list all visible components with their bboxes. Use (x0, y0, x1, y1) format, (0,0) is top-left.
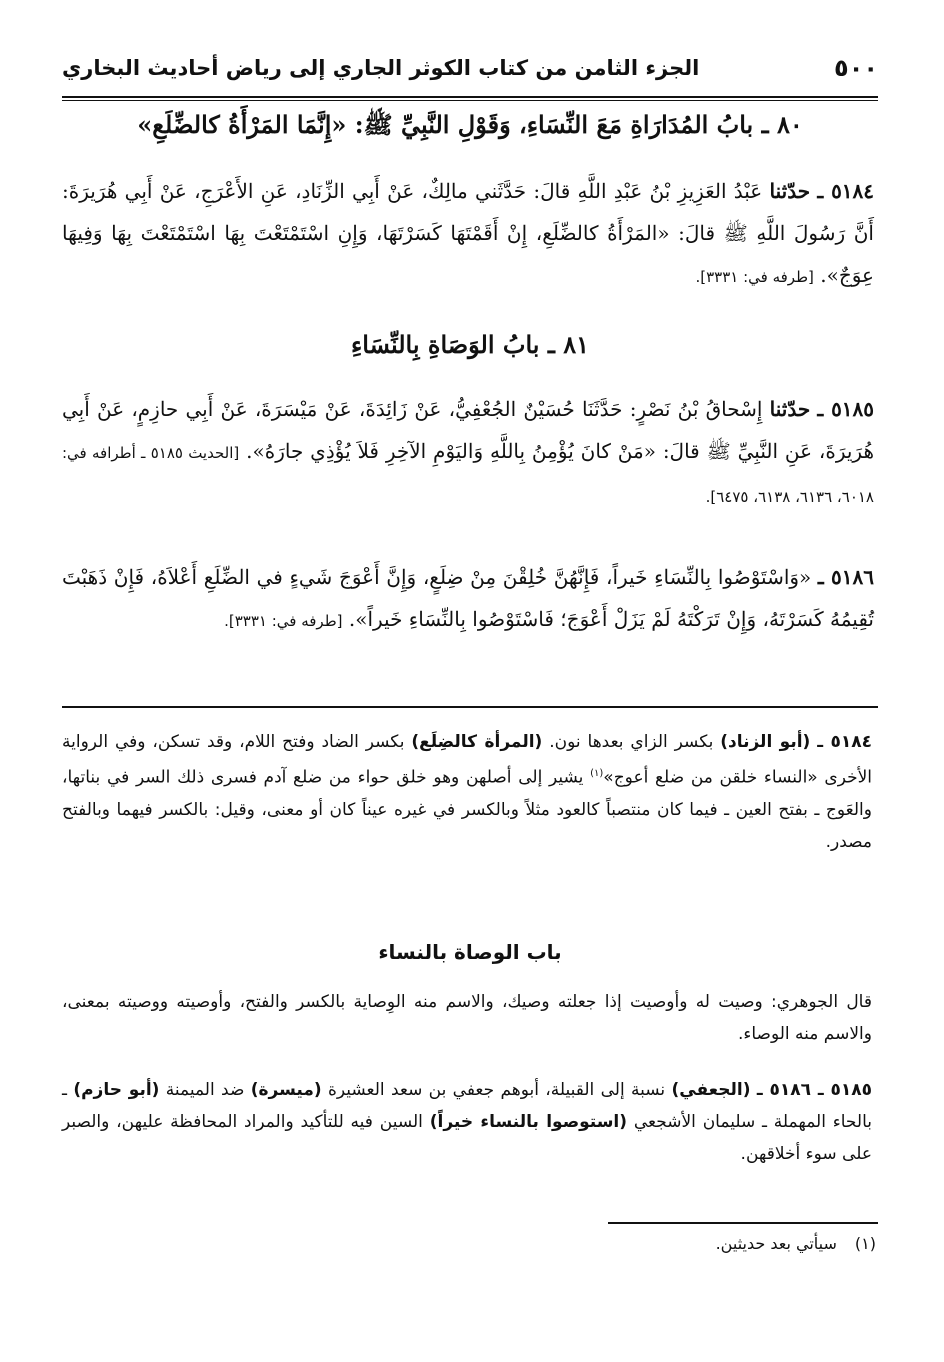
commentary-text: نسبة إلى القبيلة، أبوهم جعفي بن سعد العشيرة (327, 1080, 666, 1100)
commentary-text: بكسر الزاي بعدها نون. (549, 732, 714, 752)
hadith-intro: حدّثنا (769, 397, 811, 421)
hadith-5186 (62, 556, 874, 642)
header-divider (62, 96, 878, 101)
commentary-term: (الجعفي) (671, 1080, 751, 1100)
hadith-5185 (62, 388, 874, 518)
commentary-term: (استوصوا بالنساء خيراً) (429, 1112, 628, 1132)
commentary-5184 (62, 726, 872, 858)
hadith-5184 (62, 170, 874, 298)
section-heading: باب الوصاة بالنساء (378, 940, 562, 964)
chapter-80-heading: ٨٠ ـ بابُ المُدَارَاةِ مَعَ النِّسَاءِ، وَقَوْلِ النَّبِيِّ ﷺ: «إِنَّمَا المَرْأَةُ كالضِّلَعِ» (137, 110, 803, 139)
footnote-number: (١) (854, 1234, 876, 1253)
running-title: الجزء الثامن من كتاب الكوثر الجاري إلى رياض أحاديث البخاري (62, 56, 700, 80)
commentary-term: (ميسرة) (250, 1080, 322, 1100)
hadith-text: إِسْحاقُ بْنُ نَصْرٍ: حَدَّثَنَا حُسَيْنٌ الجُعْفِيُّ، عَنْ زَائِدَةَ، عَنْ مَيْسَرَةَ، عَنْ أَبِي حازِمٍ، عَنْ أَبِي هُرَيرَةَ، عَنِ النَّبِيِّ ﷺ قالَ: «مَنْ كانَ يُؤْمِنُ بِاللَّهِ وَاليَوْمِ الآخِرِ فَلاَ يُؤْذِي جارَهُ». (62, 397, 875, 463)
commentary-term: (أبو الزناد) (720, 732, 811, 752)
page-header (62, 46, 878, 90)
commentary-text: يشير إلى أصلهن وهو خلق حواء من ضلع آدم فسرى ذلك السر في بناتها، والعَوج ـ بفتح العين ـ فيما كان منتصباً كالعود مثلاً وبالكسر في غيره عيناً كان أو معنى، وقيل: بالكسر فيهما وبالفتح مصدر. (62, 767, 872, 852)
commentary-term: (المرأة كالضِلَع) (411, 732, 543, 752)
footnote-divider (608, 1222, 878, 1224)
commentary-number: ٥١٨٥ ـ ٥١٨٦ ـ (756, 1080, 873, 1100)
commentary-text: قال الجوهري: وصيت له وأوصيت إذا جعلته وصيك، والاسم منه الوِصاية بالكسر والفتح، وأوصيته ووصيته بمعنى، والاسم منه الوصاء. (62, 992, 872, 1044)
footnote-marker[interactable]: (١) (590, 768, 604, 779)
page-number: ٥٠٠ (834, 54, 878, 82)
chapter-81-heading: ٨١ ـ بابُ الوَصَاةِ بِالنِّسَاءِ (350, 330, 590, 359)
hadith-reference: [طرفه في: ٣٣٣١]. (224, 612, 343, 630)
hadith-intro: حدّثنا (769, 179, 811, 203)
hadith-number: ٥١٨٥ ـ (817, 397, 875, 421)
hadith-text: عَبْدُ العَزِيزِ بْنُ عَبْدِ اللَّهِ قالَ: حَدَّثَني مالِكٌ، عَنْ أَبِي الزِّنَادِ، عَنِ الأَعْرَجِ، عَنْ أَبِي هُرَيرَةَ: أَنَّ رَسُولَ اللَّهِ ﷺ قالَ: «المَرْأَةُ كالضِّلَعِ، إِنْ أَقَمْتَهَا كَسَرْتَهَا، وَإِنِ اسْتَمْتَعْتَ بِهَا اسْتَمْتَعْتَ بِهَا وَفِيهَا عِوَجٌ». (62, 179, 874, 287)
commentary-text: ضد الميمنة (165, 1080, 245, 1100)
commentary-5185-5186 (62, 1074, 872, 1170)
commentary-number: ٥١٨٤ ـ (817, 732, 872, 752)
footnote-text: سيأتي بعد حديثين. (715, 1234, 837, 1253)
hadith-number: ٥١٨٦ ـ (817, 565, 874, 589)
commentary-term: (أبو حازم) (73, 1080, 160, 1100)
hadith-reference: [طرفه في: ٣٣٣١]. (695, 268, 814, 286)
commentary-divider (62, 706, 878, 708)
hadith-text: «وَاسْتَوْصُوا بِالنِّسَاءِ خَيراً، فَإِنَّهُنَّ خُلِقْنَ مِنْ ضِلَعٍ، وَإِنَّ أَعْوَجَ شَيءٍ في الضِّلَعِ أَعْلاَهُ، فَإِنْ ذَهَبْتَ تُقِيمُهُ كَسَرْتَهُ، وَإِنْ تَرَكْتَهُ لَمْ يَزَلْ أَعْوَجَ؛ فَاسْتَوْصُوا بِالنِّسَاءِ خَيراً». (62, 565, 874, 631)
commentary-text: السين فيه للتأكيد والمراد المحافظة عليهن، والصبر على سوء أخلاقهن. (62, 1112, 872, 1164)
footnote (716, 1234, 876, 1253)
commentary-jawhari (62, 986, 872, 1050)
hadith-reference: [الحديث ٥١٨٥ ـ أطرافه في: ٦٠١٨، ٦١٣٦، ٦١٣٨، ٦٤٧٥]. (62, 444, 874, 506)
commentary-text: ـ بالحاء المهملة ـ سليمان الأشجعي (62, 1080, 872, 1132)
hadith-number: ٥١٨٤ ـ (817, 179, 875, 203)
commentary-text: بكسر الضاد وفتح اللام، وقد تسكن، وفي الرواية الأخرى «النساء خلقن من ضلع أعوج» (62, 732, 873, 788)
